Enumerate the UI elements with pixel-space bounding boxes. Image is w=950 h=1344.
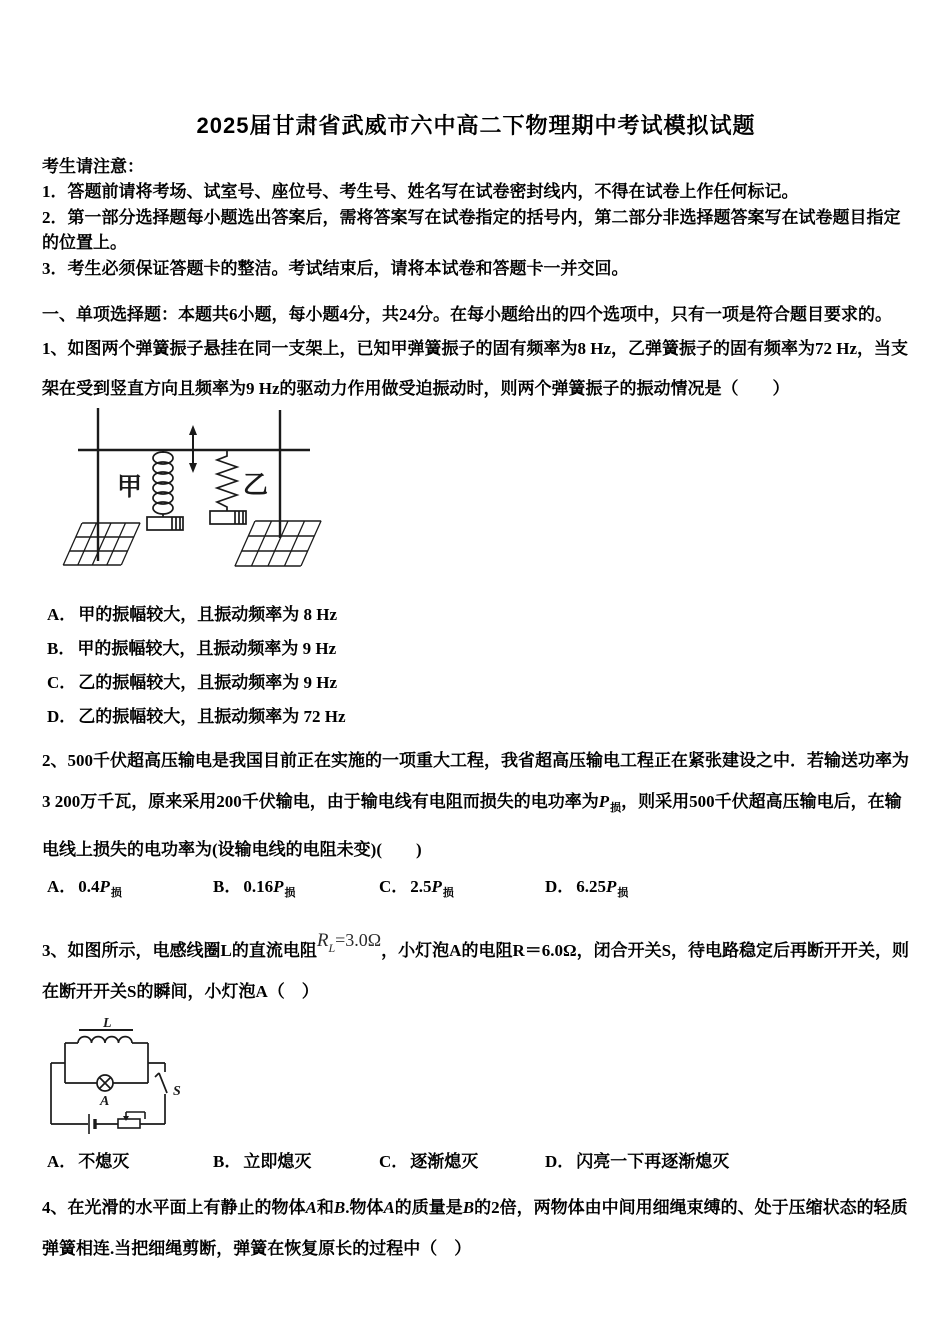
mass-jia bbox=[147, 517, 183, 530]
question-3 bbox=[42, 920, 910, 1177]
option-text: 逐渐熄灭 bbox=[410, 1152, 479, 1172]
page-title: 2025届甘肃省武威市六中高二下物理期中考试模拟试题 bbox=[196, 113, 756, 138]
question-2-options bbox=[42, 872, 910, 908]
option-text: $6.25P_损$ bbox=[576, 877, 629, 900]
option-b bbox=[213, 1147, 379, 1177]
option-c bbox=[379, 872, 545, 908]
label-jia: 甲 bbox=[117, 474, 143, 502]
question-4-text: 4、在光滑的水平面上有静止的物体A和B.物体A的质量是B的2倍，两物体由中间用细绳束缚的、处于压缩状态的轻质弹簧相连.当把细绳剪断，弹簧在恢复原长的过程中（ ） bbox=[42, 1198, 908, 1259]
question-1-options bbox=[42, 598, 910, 734]
option-b bbox=[42, 632, 910, 666]
question-1 bbox=[42, 329, 910, 734]
option-label: B． bbox=[213, 877, 242, 897]
option-text: 立即熄灭 bbox=[243, 1152, 312, 1172]
switch-icon bbox=[155, 1073, 167, 1093]
question-1-text: 1、如图两个弹簧振子悬挂在同一支架上，已知甲弹簧振子的固有频率为8 Hz，乙弹簧振子的固有频率为72 Hz，当支架在受到竖直方向且频率为9 Hz的驱动力作用做受迫振动时，则两个弹簧振子的振动情况是（ ） bbox=[42, 339, 909, 399]
option-label: A． bbox=[47, 1152, 77, 1172]
question-2 bbox=[42, 740, 910, 908]
inductor-coil bbox=[78, 1037, 132, 1043]
circuit-figure bbox=[48, 1016, 243, 1141]
inductor-label: L bbox=[103, 1016, 112, 1032]
notice-heading: 考生请注意： bbox=[42, 157, 144, 176]
option-c bbox=[379, 1147, 545, 1177]
left-grid bbox=[63, 523, 140, 565]
option-label: C． bbox=[379, 877, 409, 897]
bulb-icon bbox=[97, 1075, 113, 1091]
option-text: 甲的振幅较大，且振动频率为 8 Hz bbox=[78, 605, 338, 625]
question-2-text: 2、500千伏超高压输电是我国目前正在实施的一项重大工程，我省超高压输电工程正在紧张建设之中．若输送功率为3 200万千瓦，原来采用200千伏输电，由于输电线有电阻而损失的电功率为$P_损$，则采用500千伏超高压输电后，在输电线上损失的电功率为(设输电线的电阻未变)( ) bbox=[42, 751, 909, 860]
option-a bbox=[47, 872, 213, 908]
mass-yi bbox=[210, 511, 246, 524]
question-4 bbox=[42, 1187, 910, 1269]
option-label: D． bbox=[545, 877, 575, 897]
option-text: 甲的振幅较大，且振动频率为 9 Hz bbox=[77, 639, 337, 659]
spring-jia bbox=[153, 450, 173, 517]
option-label: A． bbox=[47, 877, 77, 897]
option-a bbox=[47, 1147, 213, 1177]
label-yi: 乙 bbox=[243, 472, 269, 500]
section-heading: 一、单项选择题：本题共6小题，每小题4分，共24分。在每小题给出的四个选项中，只有一项是符合题目要求的。 bbox=[42, 305, 892, 325]
option-label: D． bbox=[545, 1152, 575, 1172]
notice-item: 1．答题前请将考场、试室号、座位号、考生号、姓名写在试卷密封线内，不得在试卷上作任何标记。 bbox=[42, 182, 799, 202]
option-label: B． bbox=[47, 639, 76, 659]
option-label: B． bbox=[213, 1152, 242, 1172]
option-label: C． bbox=[379, 1152, 409, 1172]
spring-oscillators-figure bbox=[55, 403, 325, 588]
notice-section bbox=[42, 154, 910, 281]
option-text: $2.5P_损$ bbox=[410, 877, 454, 900]
bulb-label: A bbox=[100, 1094, 110, 1110]
option-label: C． bbox=[47, 673, 77, 693]
option-text: $0.4P_损$ bbox=[78, 877, 122, 900]
notice-item: 3．考生必须保证答题卡的整洁。考试结束后，请将本试卷和答题卡一并交回。 bbox=[42, 258, 629, 278]
option-c bbox=[42, 666, 910, 700]
question-3-text: 3、如图所示，电感线圈L的直流电阻$R^L=3.0\Omega$，小灯泡A的电阻R＝6.0Ω，闭合开关S，待电路稳定后再断开开关，则在断开开关S的瞬间，小灯泡A（ ） bbox=[42, 930, 910, 1002]
option-text: $0.16P_损$ bbox=[243, 877, 296, 900]
option-text: 不熄灭 bbox=[78, 1152, 130, 1172]
circuit-wires bbox=[51, 1043, 165, 1124]
option-label: A． bbox=[47, 605, 77, 625]
option-a bbox=[42, 598, 910, 632]
option-d bbox=[545, 872, 628, 908]
option-text: 乙的振幅较大，且振动频率为 9 Hz bbox=[78, 673, 338, 693]
switch-label: S bbox=[173, 1084, 181, 1100]
battery-icon bbox=[89, 1114, 95, 1134]
option-label: D． bbox=[47, 707, 77, 727]
question-3-options bbox=[42, 1147, 910, 1177]
option-d bbox=[42, 700, 910, 734]
option-text: 乙的振幅较大，且振动频率为 72 Hz bbox=[78, 707, 346, 727]
notice-item: 2．第一部分选择题每小题选出答案后，需将答案写在试卷指定的括号内，第二部分非选择题答案写在试卷题目指定的位置上。 bbox=[42, 207, 901, 253]
right-grid bbox=[235, 521, 321, 566]
spring-yi bbox=[217, 451, 237, 511]
rheostat-icon bbox=[118, 1112, 145, 1128]
option-d bbox=[545, 1147, 729, 1177]
option-b bbox=[213, 872, 379, 908]
option-text: 闪亮一下再逐渐熄灭 bbox=[576, 1152, 730, 1172]
